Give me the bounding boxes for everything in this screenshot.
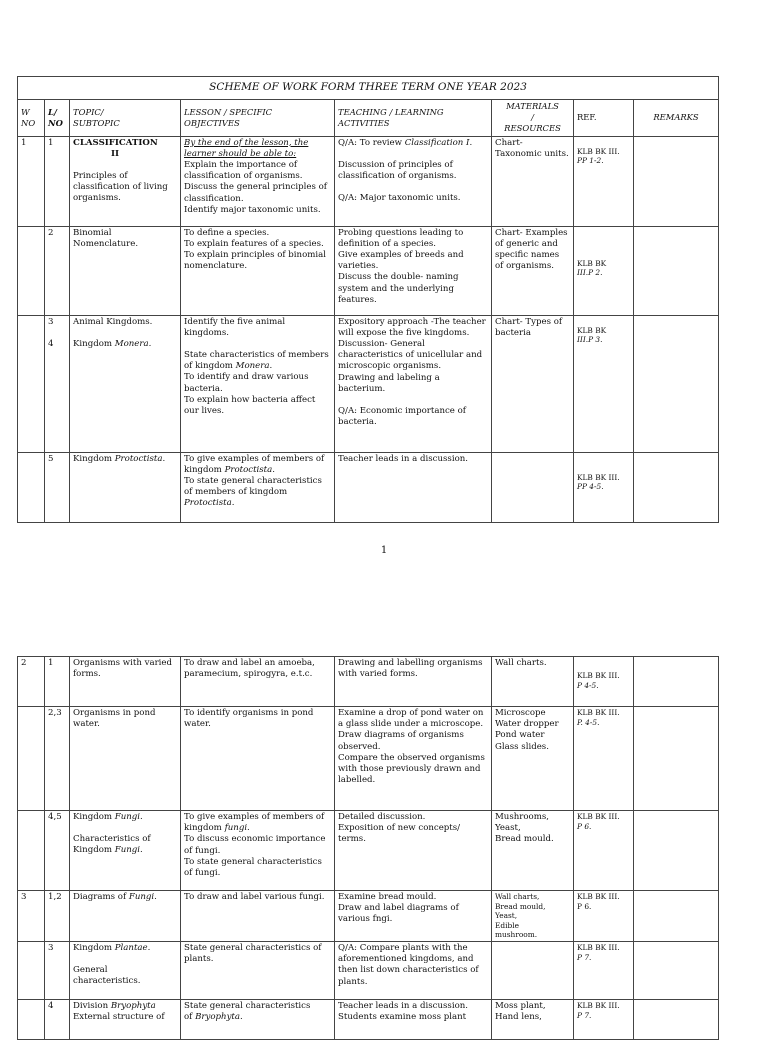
- header-lesson: L/ NO: [45, 100, 70, 137]
- materials-cell: Microscope Water dropper Pond water Glass slides.: [492, 707, 574, 811]
- topic-cell: Organisms in pond water.: [70, 707, 181, 811]
- topic-cell: Division Bryophyta External structure of: [70, 1000, 181, 1040]
- topic-cell: Kingdom Fungi. Characteristics of Kingdom Fungi.: [70, 811, 181, 891]
- ref-cell: KLB BK III. P. 4-5.: [574, 707, 634, 811]
- activities-cell: Detailed discussion. Exposition of new concepts/ terms.: [335, 811, 492, 891]
- table-row: [18, 1000, 719, 1040]
- header-topic: TOPIC/ SUBTOPIC: [70, 100, 181, 137]
- materials-cell: Mushrooms, Yeast, Bread mould.: [492, 811, 574, 891]
- scheme-table-page-2: [17, 656, 719, 1040]
- lesson-cell: 5: [45, 452, 70, 522]
- header-objectives: LESSON / SPECIFIC OBJECTIVES: [181, 100, 335, 137]
- week-cell: 2: [18, 657, 45, 707]
- activities-cell: Expository approach -The teacher will expose the five kingdoms. Discussion- General characteristics of unicellular and microscopic organisms. Drawing and labeling a bacterium. Q/A: Economic importance of bacteria.: [335, 315, 492, 452]
- activities-cell: Q/A: To review Classification I. Discussion of principles of classification of organisms. Q/A: Major taxonomic units.: [335, 136, 492, 226]
- materials-cell: Moss plant, Hand lens,: [492, 1000, 574, 1040]
- table-row: [18, 136, 719, 226]
- topic-cell: Kingdom Protoctista.: [70, 452, 181, 522]
- week-cell: [18, 1000, 45, 1040]
- topic-cell: Organisms with varied forms.: [70, 657, 181, 707]
- materials-cell: Wall charts, Bread mould, Yeast, Edible mushroom.: [492, 891, 574, 942]
- objectives-cell: To draw and label various fungi.: [181, 891, 335, 942]
- materials-cell: [492, 452, 574, 522]
- objectives-cell: By the end of the lesson, the learner should be able to: Explain the importance of classification of organisms. Discuss the general principles of classification. Identify major taxonomic units.: [181, 136, 335, 226]
- objectives-cell: Identify the five animal kingdoms. State characteristics of members of kingdom Monera. To identify and draw various bacteria. To explain how bacteria affect our lives.: [181, 315, 335, 452]
- topic-cell: Animal Kingdoms. Kingdom Monera.: [70, 315, 181, 452]
- week-cell: 3: [18, 891, 45, 942]
- table-row: [18, 891, 719, 942]
- remarks-cell: [634, 657, 719, 707]
- materials-cell: Chart- Types of bacteria: [492, 315, 574, 452]
- materials-cell: Chart- Taxonomic units.: [492, 136, 574, 226]
- week-cell: [18, 707, 45, 811]
- scheme-table-page-1: [17, 76, 719, 523]
- activities-cell: Examine a drop of pond water on a glass slide under a microscope. Draw diagrams of organisms observed. Compare the observed organisms with those previously drawn and labelled.: [335, 707, 492, 811]
- objectives-cell: To give examples of members of kingdom fungi. To discuss economic importance of fungi. To state general characteristics of fungi.: [181, 811, 335, 891]
- header-week: W NO: [18, 100, 45, 137]
- ref-cell: KLB BK III. PP 4-5.: [574, 452, 634, 522]
- ref-cell: KLB BK III. P 6.: [574, 811, 634, 891]
- lesson-cell: 1,2: [45, 891, 70, 942]
- remarks-cell: [634, 315, 719, 452]
- table-row: [18, 811, 719, 891]
- remarks-cell: [634, 226, 719, 315]
- topic-cell: Kingdom Plantae. General characteristics.: [70, 942, 181, 1000]
- lesson-cell: 2,3: [45, 707, 70, 811]
- table-row: [18, 315, 719, 452]
- remarks-cell: [634, 811, 719, 891]
- ref-cell: KLB BK III. PP 1-2.: [574, 136, 634, 226]
- table-row: [18, 707, 719, 811]
- ref-cell: KLB BK III. P 7.: [574, 1000, 634, 1040]
- topic-cell: Binomial Nomenclature.: [70, 226, 181, 315]
- week-cell: [18, 942, 45, 1000]
- ref-cell: KLB BK III. P 7.: [574, 942, 634, 1000]
- ref-cell: KLB BK III.P 2.: [574, 226, 634, 315]
- activities-cell: Examine bread mould. Draw and label diagrams of various fngi.: [335, 891, 492, 942]
- page-number: 1: [380, 545, 388, 556]
- topic-cell: Diagrams of Fungi.: [70, 891, 181, 942]
- remarks-cell: [634, 942, 719, 1000]
- materials-cell: Wall charts.: [492, 657, 574, 707]
- remarks-cell: [634, 891, 719, 942]
- header-ref: REF.: [574, 100, 634, 137]
- objectives-cell: To give examples of members of kingdom Protoctista. To state general characteristics of members of kingdom Protoctista.: [181, 452, 335, 522]
- week-cell: [18, 811, 45, 891]
- header-remarks: REMARKS: [634, 100, 719, 137]
- activities-cell: Teacher leads in a discussion.: [335, 452, 492, 522]
- ref-cell: KLB BK III. P 6.: [574, 891, 634, 942]
- activities-cell: Teacher leads in a discussion. Students examine moss plant: [335, 1000, 492, 1040]
- remarks-cell: [634, 1000, 719, 1040]
- activities-cell: Q/A: Compare plants with the aforementioned kingdoms, and then list down characteristics of plants.: [335, 942, 492, 1000]
- objectives-cell: To draw and label an amoeba, paramecium, spirogyra, e.t.c.: [181, 657, 335, 707]
- ref-cell: KLB BK III.P 3.: [574, 315, 634, 452]
- header-activities: TEACHING / LEARNING ACTIVITIES: [335, 100, 492, 137]
- objectives-cell: To identify organisms in pond water.: [181, 707, 335, 811]
- activities-cell: Probing questions leading to definition of a species. Give examples of breeds and varieties. Discuss the double- naming system and the underlying features.: [335, 226, 492, 315]
- materials-cell: Chart- Examples of generic and specific names of organisms.: [492, 226, 574, 315]
- header-materials: MATERIALS / RESOURCES: [492, 100, 574, 137]
- lesson-cell: 3 4: [45, 315, 70, 452]
- objectives-cell: To define a species. To explain features of a species. To explain principles of binomial nomenclature.: [181, 226, 335, 315]
- remarks-cell: [634, 452, 719, 522]
- week-cell: [18, 226, 45, 315]
- week-cell: [18, 315, 45, 452]
- objectives-cell: State general characteristics of Bryophyta.: [181, 1000, 335, 1040]
- lesson-cell: 1: [45, 136, 70, 226]
- table-row: [18, 226, 719, 315]
- week-cell: 1: [18, 136, 45, 226]
- remarks-cell: [634, 136, 719, 226]
- header-row: [18, 100, 719, 137]
- scheme-title: SCHEME OF WORK FORM THREE TERM ONE YEAR 2023: [18, 77, 719, 100]
- lesson-cell: 2: [45, 226, 70, 315]
- activities-cell: Drawing and labelling organisms with varied forms.: [335, 657, 492, 707]
- week-cell: [18, 452, 45, 522]
- lesson-cell: 1: [45, 657, 70, 707]
- lesson-cell: 4: [45, 1000, 70, 1040]
- lesson-cell: 3: [45, 942, 70, 1000]
- table-row: [18, 657, 719, 707]
- ref-cell: KLB BK III. P 4-5.: [574, 657, 634, 707]
- table-row: [18, 452, 719, 522]
- materials-cell: [492, 942, 574, 1000]
- topic-cell: CLASSIFICATION II Principles of classification of living organisms.: [70, 136, 181, 226]
- table-row: [18, 942, 719, 1000]
- lesson-cell: 4,5: [45, 811, 70, 891]
- objectives-cell: State general characteristics of plants.: [181, 942, 335, 1000]
- remarks-cell: [634, 707, 719, 811]
